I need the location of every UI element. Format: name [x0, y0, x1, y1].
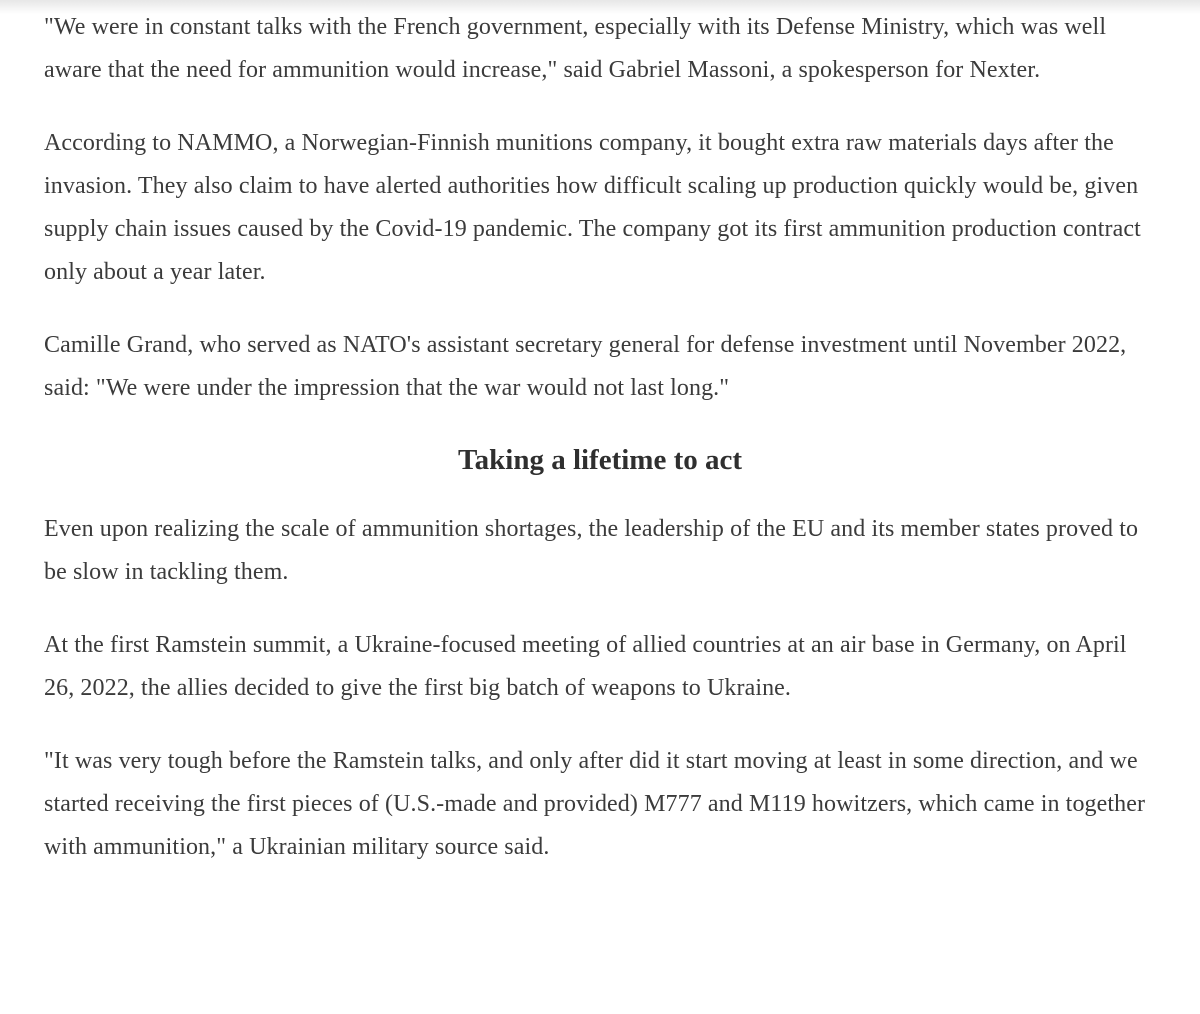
article-paragraph: "It was very tough before the Ramstein talks, and only after did it start moving at least in some direction, and we started receiving the first pieces of (U.S.-made and provided) M777 and M119 howitzers, which came in together with ammunition," a Ukrainian military source said. [44, 748, 1146, 860]
article-paragraph: Camille Grand, who served as NATO's assistant secretary general for defense investment until November 2022, said: "We were under the impression that the war would not last long." [44, 332, 1127, 401]
article-paragraph: Even upon realizing the scale of ammunition shortages, the leadership of the EU and its member states proved to be slow in tackling them. [44, 516, 1139, 585]
section-heading: Taking a lifetime to act [457, 444, 743, 476]
article-paragraph: According to NAMMO, a Norwegian-Finnish munitions company, it bought extra raw materials days after the invasion. They also claim to have alerted authorities how difficult scaling up production quickly would be, given supply chain issues caused by the Covid-19 pandemic. The company got its first ammunition production contract only about a year later. [44, 130, 1141, 285]
article-paragraph: At the first Ramstein summit, a Ukraine-focused meeting of allied countries at an air base in Germany, on April 26, 2022, the allies decided to give the first big batch of weapons to Ukraine. [44, 632, 1127, 701]
article-paragraph: "We were in constant talks with the French government, especially with its Defense Ministry, which was well aware that the need for ammunition would increase," said Gabriel Massoni, a spokesperson for Nexter. [44, 14, 1107, 83]
